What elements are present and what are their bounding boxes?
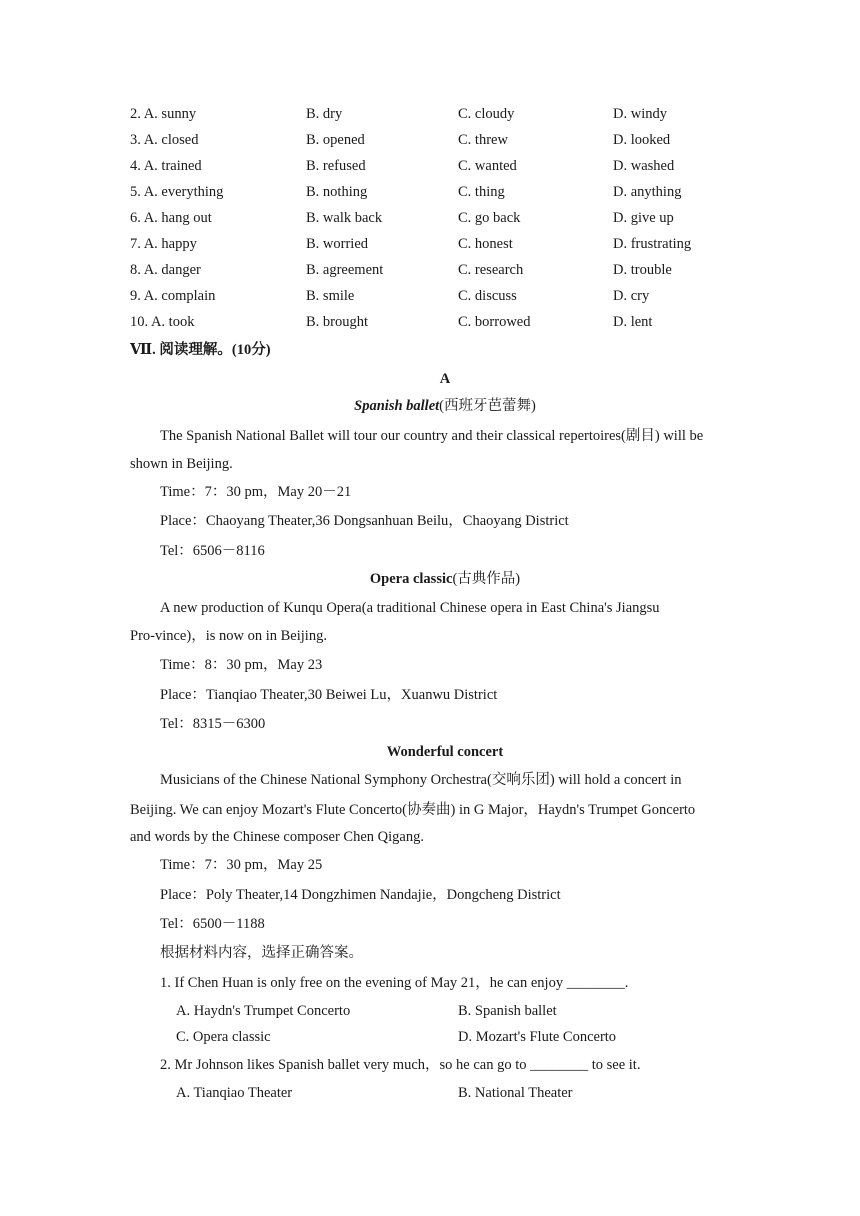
ballet-time: Time：7：30 pm，May 20－21 (160, 484, 352, 500)
option-b: B. walk back (306, 210, 383, 226)
opera-desc-line1: A new production of Kunqu Opera(a traditional Chinese opera in East China's Jiangsu (160, 600, 660, 616)
option-a: 10. A. took (130, 314, 195, 330)
answer-option-c[interactable]: C. Opera classic (176, 1029, 271, 1045)
option-d: D. lent (613, 314, 653, 330)
opera-time: Time：8：30 pm，May 23 (160, 657, 323, 673)
opera-title-main: Opera classic (369, 571, 453, 587)
option-row (130, 312, 750, 338)
question-stem: 1. If Chen Huan is only free on the evening of May 21，he can enjoy ________. (160, 975, 629, 991)
option-c: C. borrowed (458, 314, 531, 330)
concert-desc-line1: Musicians of the Chinese National Symphony Orchestra(交响乐团) will hold a concert in (160, 772, 682, 788)
option-d: D. frustrating (613, 236, 692, 252)
ballet-place: Place：Chaoyang Theater,36 Dongsanhuan Beilu，Chaoyang District (160, 513, 569, 529)
ballet-title-main: Spanish ballet (354, 398, 440, 414)
concert-tel: Tel：6500－1188 (160, 916, 265, 932)
option-row (130, 260, 750, 286)
option-d: D. anything (613, 184, 682, 200)
ballet-desc-line1: The Spanish National Ballet will tour our country and their classical repertoires(剧目) will be (160, 428, 704, 444)
concert-title: Wonderful concert (386, 744, 504, 760)
concert-time: Time：7：30 pm，May 25 (160, 857, 323, 873)
answer-option-a[interactable]: A. Haydn's Trumpet Concerto (176, 1003, 351, 1019)
option-a: 5. A. everything (130, 184, 224, 200)
option-a: 3. A. closed (130, 132, 199, 148)
option-c: C. discuss (458, 288, 517, 304)
option-b: B. opened (306, 132, 365, 148)
option-a: 6. A. hang out (130, 210, 212, 226)
option-d: D. looked (613, 132, 671, 148)
option-a: 4. A. trained (130, 158, 202, 174)
passage-label: A (439, 371, 451, 387)
ballet-title (130, 396, 760, 416)
option-d: D. give up (613, 210, 674, 226)
option-d: D. cry (613, 288, 650, 304)
option-c: C. go back (458, 210, 521, 226)
option-c: C. thing (458, 184, 505, 200)
option-row (130, 156, 750, 182)
opera-place: Place：Tianqiao Theater,30 Beiwei Lu，Xuanwu District (160, 687, 498, 703)
option-row (130, 130, 750, 156)
option-c: C. threw (458, 132, 508, 148)
answer-option-b[interactable]: B. National Theater (458, 1085, 573, 1101)
option-d: D. windy (613, 106, 667, 122)
ballet-title-note: (西班牙芭蕾舞) (439, 398, 536, 414)
option-a: 2. A. sunny (130, 106, 197, 122)
ballet-tel: Tel：6506－8116 (160, 543, 265, 559)
concert-desc-line2: Beijing. We can enjoy Mozart's Flute Concerto(协奏曲) in G Major，Haydn's Trumpet Goncerto (130, 802, 696, 818)
option-b: B. brought (306, 314, 369, 330)
option-row (130, 182, 750, 208)
opera-desc-line2: Pro-vince)，is now on in Beijing. (130, 628, 327, 644)
option-row (130, 286, 750, 312)
option-d: D. trouble (613, 262, 672, 278)
option-b: B. smile (306, 288, 355, 304)
option-b: B. refused (306, 158, 366, 174)
option-row (130, 234, 750, 260)
concert-desc-line3: and words by the Chinese composer Chen Qigang. (130, 829, 424, 845)
opera-tel: Tel：8315－6300 (160, 716, 266, 732)
option-a: 9. A. complain (130, 288, 216, 304)
instruction-text: 根据材料内容，选择正确答案。 (160, 945, 363, 961)
opera-title-note: (古典作品) (452, 571, 521, 587)
option-a: 8. A. danger (130, 262, 201, 278)
answer-option-b[interactable]: B. Spanish ballet (458, 1003, 557, 1019)
option-c: C. cloudy (458, 106, 515, 122)
option-row (130, 104, 750, 130)
answer-option-d[interactable]: D. Mozart's Flute Concerto (458, 1029, 617, 1045)
option-c: C. research (458, 262, 524, 278)
concert-place: Place：Poly Theater,14 Dongzhimen Nandajie，Dongcheng District (160, 887, 561, 903)
ballet-desc-line2: shown in Beijing. (130, 456, 233, 472)
option-row (130, 208, 750, 234)
option-b: B. dry (306, 106, 343, 122)
answer-option-a[interactable]: A. Tianqiao Theater (176, 1085, 293, 1101)
option-b: B. worried (306, 236, 369, 252)
question-stem: 2. Mr Johnson likes Spanish ballet very much，so he can go to ________ to see it. (160, 1057, 641, 1073)
opera-title (130, 569, 760, 589)
option-b: B. nothing (306, 184, 368, 200)
option-c: C. wanted (458, 158, 517, 174)
option-d: D. washed (613, 158, 675, 174)
option-c: C. honest (458, 236, 513, 252)
section-heading: Ⅶ. 阅读理解。(10分) (130, 342, 271, 358)
option-b: B. agreement (306, 262, 384, 278)
option-a: 7. A. happy (130, 236, 197, 252)
